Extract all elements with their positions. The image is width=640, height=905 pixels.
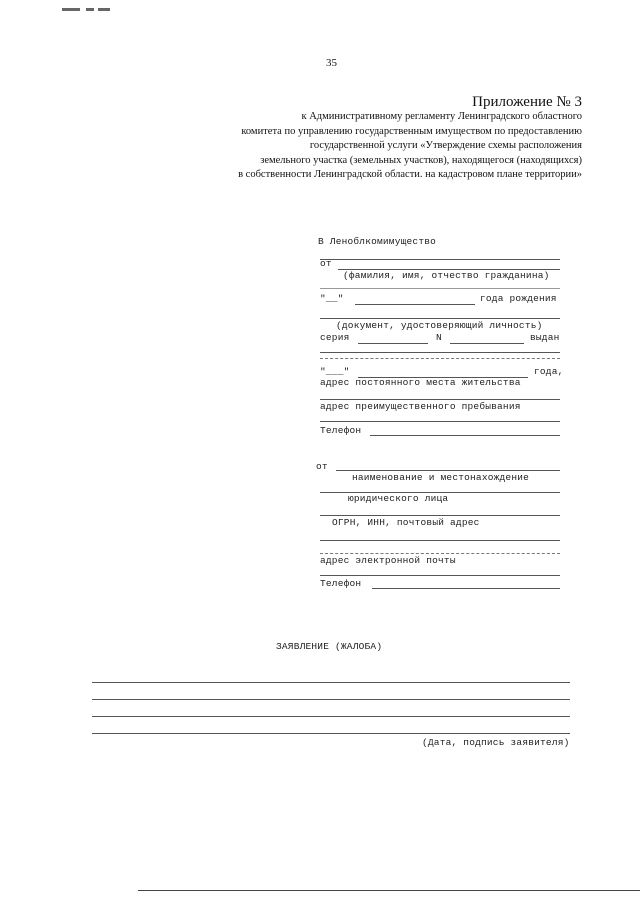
- signature-caption: (Дата, подпись заявителя): [422, 737, 570, 748]
- addressee-to: В Леноблкомимущество: [318, 236, 437, 247]
- year-label: года,: [534, 366, 564, 377]
- statement-line: [92, 699, 570, 700]
- appendix-subtitle-line: государственной услуги «Утверждение схемы расположения: [309, 140, 582, 152]
- entity-name-caption: наименование и местонахождение: [352, 472, 530, 483]
- issue-date-quote: "___": [320, 366, 350, 377]
- addressee-line: [320, 259, 560, 260]
- birth-year-label: года рождения: [480, 293, 557, 304]
- citizen-phone-line: [370, 435, 560, 436]
- entity-ids-caption: ОГРН, ИНН, почтовый адрес: [332, 517, 480, 528]
- appendix-subtitle-line: в собственности Ленинградской области. на кадастровом плане территории»: [238, 169, 582, 181]
- citizen-phone-label: Телефон: [320, 425, 362, 436]
- birth-date-line: [355, 304, 475, 305]
- entity-email-line: [320, 553, 560, 554]
- citizen-fio-caption: (фамилия, имя, отчество гражданина): [343, 270, 550, 281]
- entity-email-underline: [320, 575, 560, 576]
- series-label: серия: [320, 332, 350, 343]
- entity-name-line: [336, 470, 560, 471]
- statement-title: ЗАЯВЛЕНИЕ (ЖАЛОБА): [276, 641, 383, 652]
- series-line: [358, 343, 428, 344]
- appendix-subtitle-line: к Административному регламенту Ленинградского областного: [301, 111, 582, 122]
- issued-label: выдан: [530, 332, 560, 343]
- entity-from-label: от: [316, 461, 328, 472]
- appendix-title: Приложение № 3: [472, 94, 582, 110]
- page-number: 35: [326, 57, 337, 69]
- separator-line: [320, 288, 560, 289]
- preferred-address-line: [320, 421, 560, 422]
- number-line: [450, 343, 524, 344]
- preferred-address-label: адрес преимущественного пребывания: [320, 401, 521, 412]
- statement-line: [92, 733, 570, 734]
- number-label: N: [436, 332, 442, 343]
- citizen-from-label: от: [320, 258, 332, 269]
- appendix-subtitle-line: комитета по управлению государственным имуществом по предоставлению: [241, 125, 582, 137]
- appendix-subtitle: [150, 110, 582, 183]
- entity-ids-line: [320, 515, 560, 516]
- permanent-address-line: [320, 399, 560, 400]
- document-caption: (документ, удостоверяющий личность): [336, 320, 543, 331]
- issued-by-line: [320, 352, 560, 353]
- statement-line: [92, 716, 570, 717]
- appendix-subtitle-line: земельного участка (земельных участков), находящегося (находящихся): [260, 154, 582, 166]
- permanent-address-label: адрес постоянного места жительства: [320, 377, 521, 388]
- statement-line: [92, 682, 570, 683]
- entity-name-caption-2: юридического лица: [348, 493, 449, 504]
- entity-phone-line: [372, 588, 560, 589]
- page-bottom-line: [138, 890, 640, 891]
- entity-email-caption: адрес электронной почты: [320, 555, 456, 566]
- issued-by-line: [320, 358, 560, 359]
- birth-quote: "__": [320, 293, 344, 304]
- entity-phone-label: Телефон: [320, 578, 362, 589]
- scan-artifact: [62, 8, 112, 12]
- document-line: [320, 318, 560, 319]
- entity-address-line: [320, 540, 560, 541]
